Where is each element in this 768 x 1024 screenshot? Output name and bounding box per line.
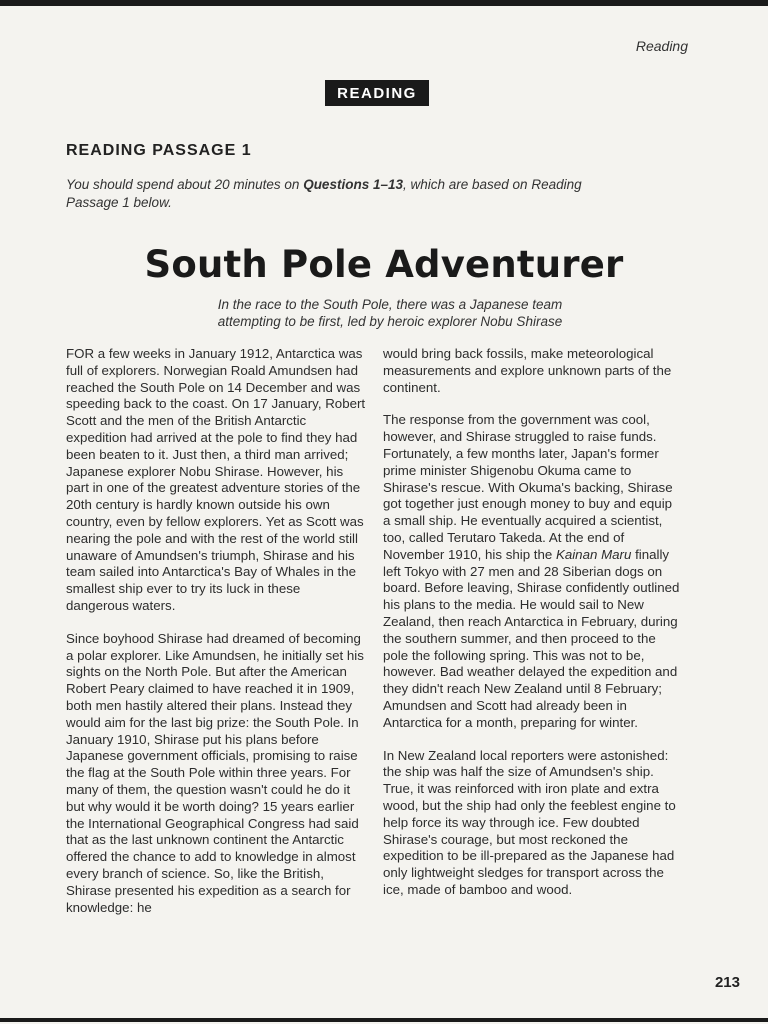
article-title: South Pole Adventurer (144, 243, 624, 286)
running-head: Reading (635, 38, 688, 54)
paragraph: In New Zealand local reporters were astonished: the ship was half the size of Amundsen's ship. True, it was reinforced with iron plate and extra wood, but the ship had only the feeblest engine to help force its way through ice. Few doubted Shirase's courage, but most reckoned the expedition to be ill-prepared as the Japanese had only lightweight sledges for transport across the ice, made of bamboo and wood. (383, 747, 676, 897)
left-column (66, 346, 366, 932)
ship-name: Kainan Maru (555, 546, 632, 562)
instructions-part1: You should spend about 20 minutes on (66, 177, 304, 192)
instructions-questions: Questions 1–13 (303, 177, 403, 192)
paragraph-text: finally left Tokyo with 27 men and 28 Siberian dogs on board. Before leaving, Shirase confidently outlined his plans to the media. He would sail to New Zealand, then reach Antarctica in February, during the southern summer, and then proceed to the pole the following spring. This was not to be, however. Bad weather delayed the expedition and they didn't reach New Zealand until 8 February; Amundsen and Scott had already been in Antarctica for a month, preparing for winter. (383, 546, 680, 730)
page-number: 213 (714, 974, 740, 991)
passage-heading: READING PASSAGE 1 (66, 142, 252, 159)
bottom-rule (0, 1018, 768, 1022)
section-label-text: READING (337, 84, 417, 102)
paragraph-text: The response from the government was cool, however, and Shirase struggled to raise funds. Fortunately, a few months later, Japan's former prime minister Shigenobu Okuma came to Shirase's rescue. With Okuma's backing, Shirase got together just enough money to buy and equip a small ship. He eventually acquired a scientist, too, called Terutaro Takeda. At the end of November 1910, his ship the (383, 412, 673, 562)
instructions-part2: , which are based on Reading Passage 1 below. (66, 177, 582, 210)
paragraph: FOR a few weeks in January 1912, Antarctica was full of explorers. Norwegian Roald Amundsen had reached the South Pole on 14 December and was speeding back to the coast. On 17 January, Robert Scott and the men of the British Antarctic expedition had arrived at the pole to find they had been beaten to it. Just then, a third man arrived; Japanese explorer Nobu Shirase. However, his part in one of the greatest adventure stories of the 20th century is hardly known outside his own country, even by fellow explorers. Yet as Scott was nearing the pole and with the rest of the world still unaware of Amundsen's triumph, Shirase and his team sailed into Antarctica's Bay of Whales in the smallest ship ever to try its luck in these dangerous waters. (66, 346, 366, 613)
paragraph: Since boyhood Shirase had dreamed of becoming a polar explorer. Like Amundsen, he initially set his sights on the North Pole. But after the American Robert Peary claimed to have reached it in 1909, both men hastily altered their plans. Instead they would aim for the last big prize: the South Pole. In January 1910, Shirase put his plans before Japanese government officials, promising to raise the flag at the South Pole within three years. For many of them, the question wasn't could he do it but why would it be worth doing? 15 years earlier the International Geographical Congress had said that as the last unknown continent the Antarctic offered the chance to add to knowledge in almost every branch of science. So, like the British, Shirase presented his expedition as a search for knowledge: he (66, 630, 364, 915)
instructions (66, 176, 586, 212)
article-subtitle: In the race to the South Pole, there was a Japanese team attempting to be first, led by heroic explorer Nobu Shirase (217, 297, 563, 329)
paragraph (383, 412, 680, 731)
top-rule (0, 0, 768, 6)
paragraph: would bring back fossils, make meteorological measurements and explore unknown parts of the continent. (383, 346, 672, 395)
right-column (383, 346, 680, 915)
section-label (325, 80, 429, 106)
